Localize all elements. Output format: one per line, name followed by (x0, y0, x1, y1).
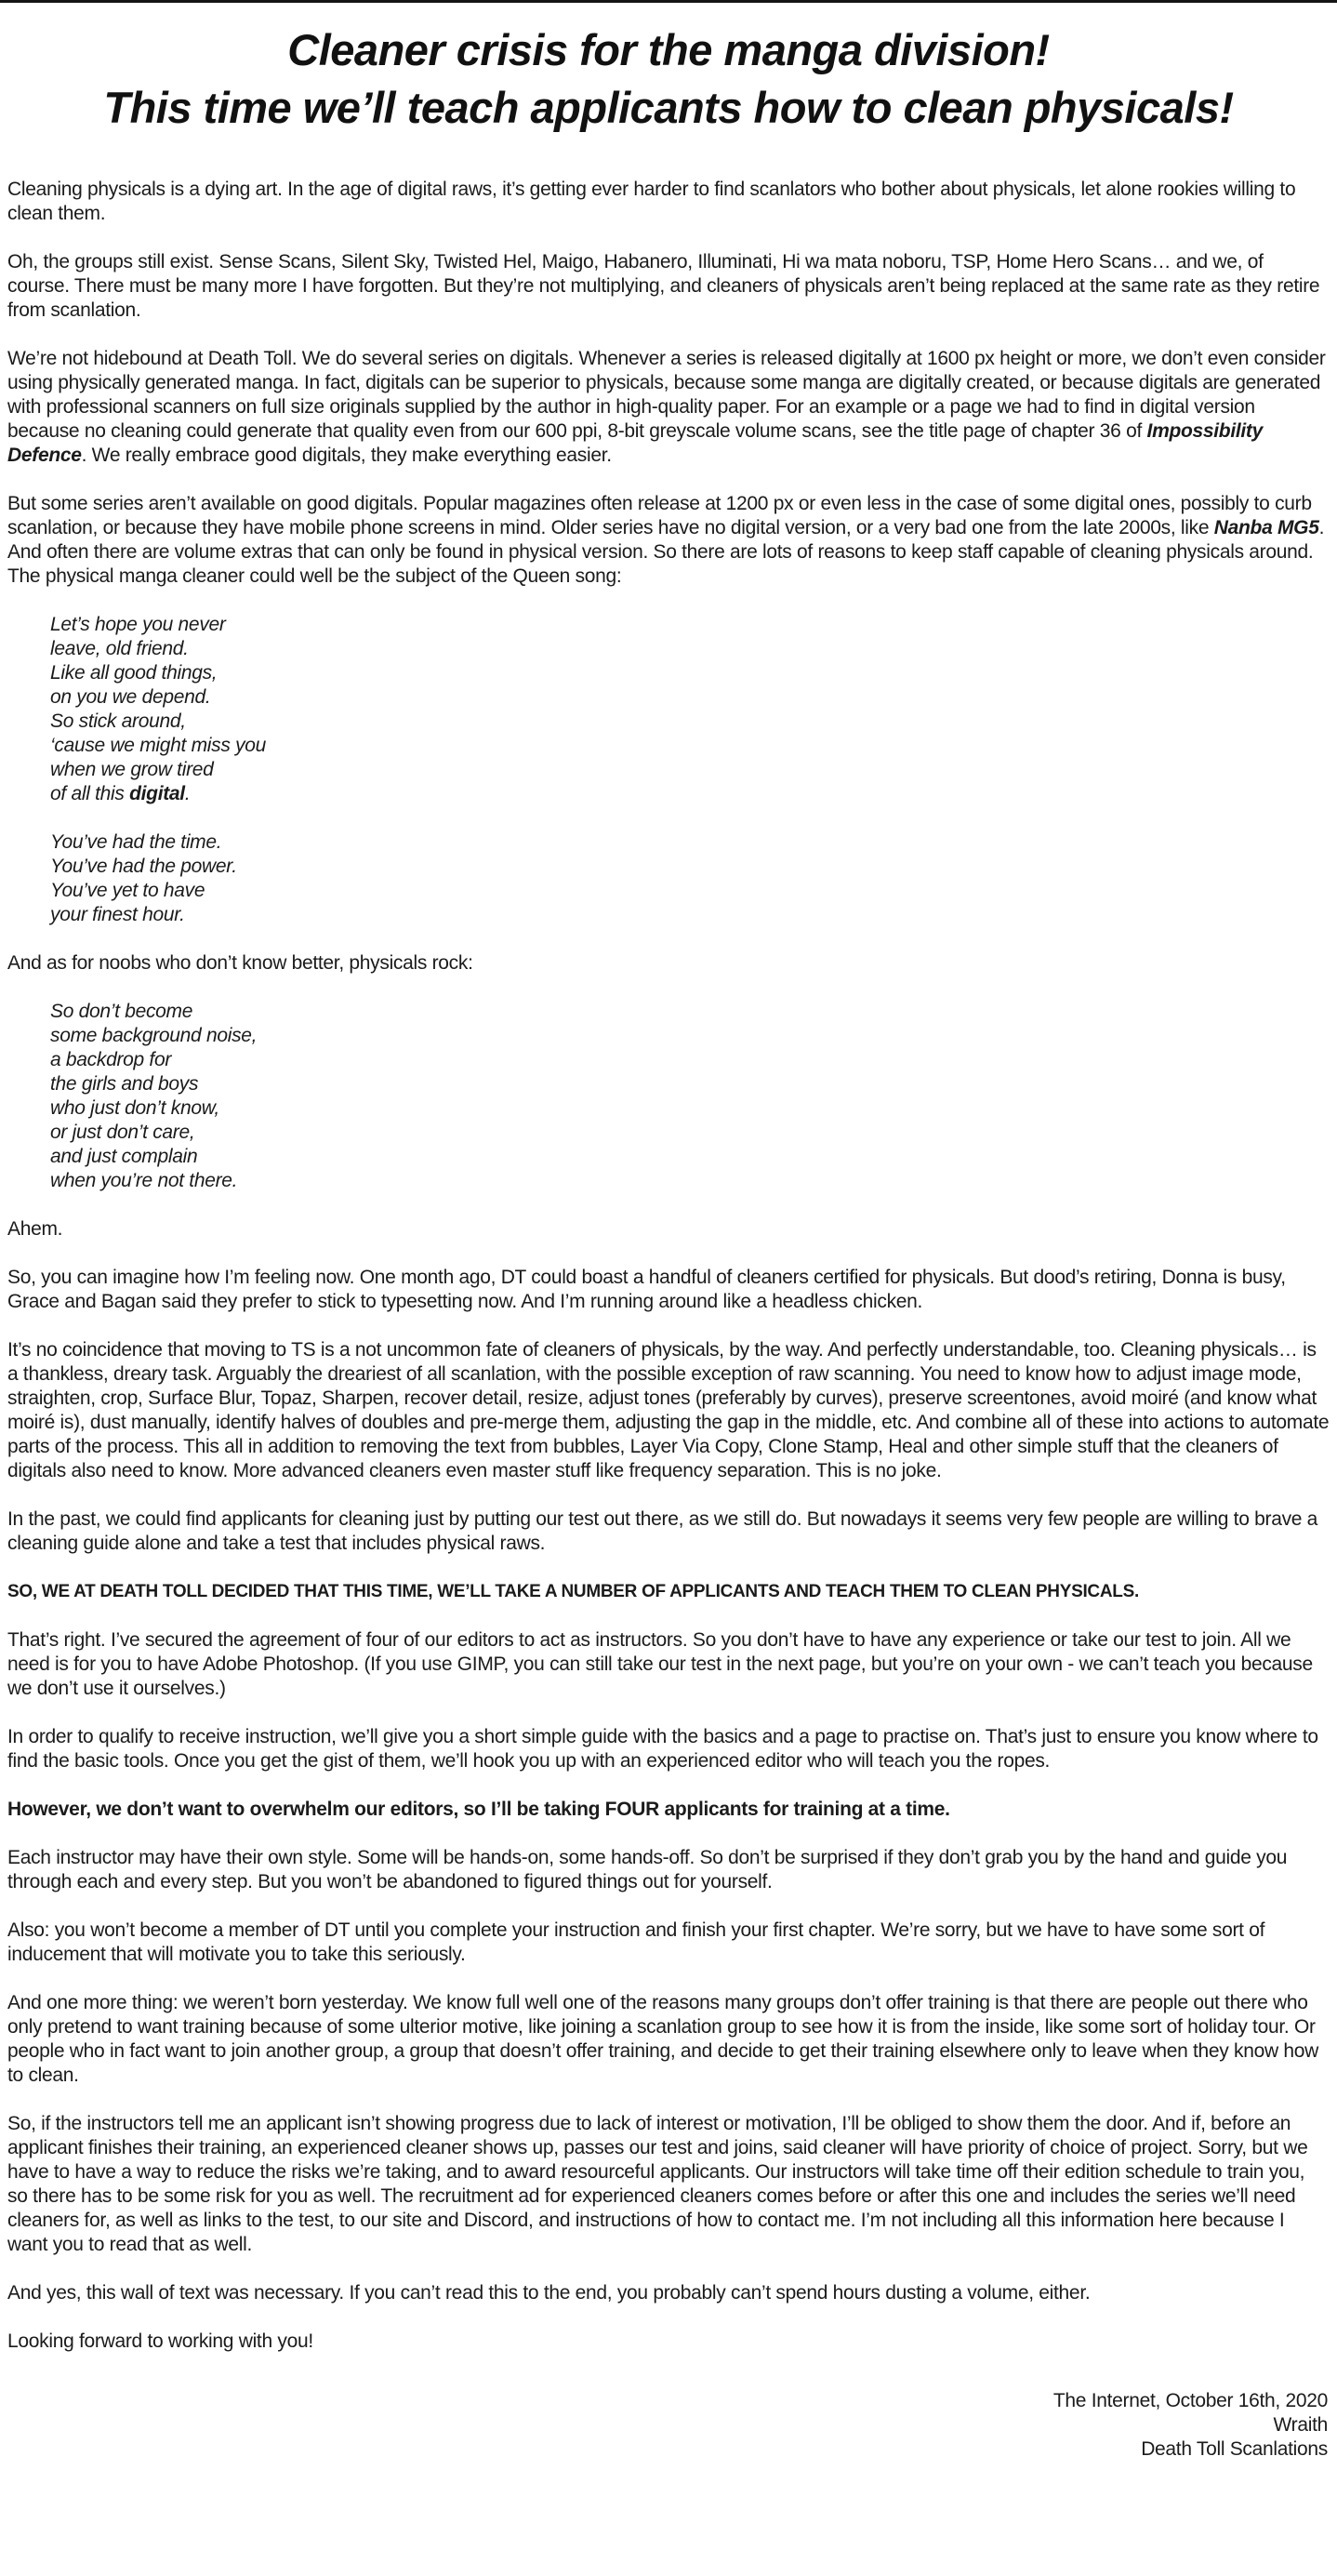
verse-line (50, 734, 1330, 758)
verse-line (50, 661, 1330, 685)
text-run: You’ve had the time. (50, 831, 222, 853)
paragraph (7, 347, 1330, 468)
verse-line (50, 1121, 1330, 1145)
text-run: That’s right. I’ve secured the agreement of four of our editors to act as instructors. So you don’t have to have any experience or take our test to join. All we need is for you to have Adobe Photoshop. (If you use GIMP, you can still take our test in the next page, but you’re on your own - we can’t teach you because we don’t use it ourselves.) (7, 1629, 1313, 1699)
paragraph (7, 1846, 1330, 1894)
paragraph (7, 1580, 1330, 1604)
text-run: of all this (50, 783, 130, 804)
verse-stanza (50, 830, 1330, 927)
text-run: Also: you won’t become a member of DT until you complete your instruction and finish your first chapter. We’re sorry, but we have to have some sort of inducement that will motivate you to take this seriously. (7, 1919, 1265, 1965)
text-run: And as for noobs who don’t know better, physicals rock: (7, 952, 473, 974)
document-body (7, 178, 1330, 2354)
text-run: Each instructor may have their own style. Some will be hands-on, some hands-off. So don’t be surprised if they don’t grab you by the hand and guide you through each and every step. But you won’t be abandoned to figured things out for yourself. (7, 1847, 1288, 1892)
signature-line: Death Toll Scanlations (1141, 2438, 1328, 2460)
text-run: So, you can imagine how I’m feeling now. One month ago, DT could boast a handful of cleaners certified for physicals. But dood’s retiring, Donna is busy, Grace and Bagan said they prefer to stick to typesetting now. And I’m running around like a headless chicken. (7, 1267, 1286, 1312)
text-run: SO, WE AT DEATH TOLL DECIDED THAT THIS TIME, WE’LL TAKE A NUMBER OF APPLICANTS AND TEACH THEM TO CLEAN PHYSICALS. (7, 1582, 1139, 1601)
text-run: Looking forward to working with you! (7, 2330, 313, 2352)
text-run: who just don’t know, (50, 1097, 219, 1119)
text-run: So don’t become (50, 1001, 193, 1022)
text-run: We’re not hidebound at Death Toll. We do several series on digitals. Whenever a series is released digitally at 1600 px height or more, we don’t even consider using physically generated manga. In fact, digitals can be superior to physicals, because some manga are digitally created, or because digitals are generated with professional scanners on full size originals supplied by the author in high-quality paper. For an example or a page we had to find in digital version because no cleaning could generate that quality even from our 600 ppi, 8-bit greyscale volume scans, see the title page of chapter 36 of (7, 348, 1326, 442)
paragraph (7, 492, 1330, 589)
text-run: In the past, we could find applicants for cleaning just by putting our test out there, as we still do. But nowadays it seems very few people are willing to brave a cleaning guide alone and take a test that includes physical raws. (7, 1508, 1318, 1554)
text-run: ‘cause we might miss you (50, 735, 267, 756)
paragraph (7, 1217, 1330, 1242)
text-run: or just don’t care, (50, 1122, 195, 1143)
verse-line (50, 637, 1330, 661)
text-run: . And often there are volume extras that can only be found in physical version. So there are lots of reasons to keep staff capable of cleaning physicals around. The physical manga cleaner could well be the subject of the Queen song: (7, 517, 1325, 587)
text-run: on you we depend. (50, 686, 211, 708)
verse-line (50, 685, 1330, 710)
signature-line: Wraith (1273, 2414, 1328, 2436)
paragraph (7, 1507, 1330, 1556)
paragraph (7, 1338, 1330, 1483)
paragraph (7, 1991, 1330, 2088)
text-run: Ahem. (7, 1218, 63, 1240)
verse-line (50, 1096, 1330, 1121)
text-run: Cleaning physicals is a dying art. In the age of digital raws, it’s getting ever harder to find scanlators who bother about physicals, let alone rookies willing to clean them. (7, 179, 1296, 224)
verse-line (50, 1169, 1330, 1193)
verse-stanza (50, 613, 1330, 806)
paragraph (7, 1628, 1330, 1701)
verse-line (50, 1048, 1330, 1072)
text-run: It’s no coincidence that moving to TS is a not uncommon fate of cleaners of physicals, by the way. And perfectly understandable, too. Cleaning physicals… is a thankless, dreary task. Arguably the dreariest of all scanlation, with the possible exception of raw scanning. You need to know how to adjust image mode, straighten, crop, Surface Blur, Topaz, Sharpen, recover detail, resize, adjust tones (preferably by curves), preserve screentones, avoid moiré (and know what moiré is), dust manually, identify halves of doubles and pre-merge them, adjusting the gap in the middle, etc. And combine all of these into actions to automate parts of the process. This all in addition to removing the text from bubbles, Layer Via Copy, Clone Stamp, Heal and other simple stuff that the cleaners of digitals also need to know. More advanced cleaners even master stuff like frequency separation. This is no joke. (7, 1339, 1330, 1481)
verse-line (50, 879, 1330, 903)
verse-line (50, 1000, 1330, 1024)
text-run: leave, old friend. (50, 638, 189, 659)
text-run: when you’re not there. (50, 1170, 238, 1191)
text-run: So stick around, (50, 710, 186, 732)
paragraph (7, 250, 1330, 323)
text-run: Like all good things, (50, 662, 218, 684)
paragraph (7, 1919, 1330, 1967)
paragraph (7, 178, 1330, 226)
verse-line (50, 1145, 1330, 1169)
paragraph (7, 1266, 1330, 1314)
text-run: your finest hour. (50, 904, 185, 925)
verse-line (50, 758, 1330, 782)
verse-line (50, 903, 1330, 927)
text-run: and just complain (50, 1146, 198, 1167)
text-run: when we grow tired (50, 759, 214, 780)
text-run: But some series aren’t available on good digitals. Popular magazines often release at 1200 px or even less in the case of some digital ones, possibly to curb scanlation, or because they have mobile phone screens in mind. Older series have no digital version, or a very bad one from the late 2000s, like (7, 493, 1312, 538)
signature-line: The Internet, October 16th, 2020 (1052, 2390, 1328, 2411)
text-run: some background noise, (50, 1025, 258, 1046)
title-line-2: This time we’ll teach applicants how to clean physicals! (103, 83, 1234, 132)
text-run: the girls and boys (50, 1073, 199, 1095)
text-run: You’ve yet to have (50, 880, 205, 901)
text-run: Impossibility Defence (7, 420, 1263, 466)
text-run: . (184, 783, 191, 804)
text-run: So, if the instructors tell me an applicant isn’t showing progress due to lack of interest or motivation, I’ll be obliged to show them the door. And if, before an applicant finishes their training, an experienced cleaner shows up, passes our test and joins, said cleaner will have priority of choice of project. Sorry, but we have to have a way to reduce the risks we’re taking, and to award resourceful applicants. Our instructors will take time off their edition schedule to train you, so there has to be some risk for you as well. The recruitment ad for experienced cleaners comes before or after this one and includes the series we’ll need cleaners for, as well as links to the test, to our site and Discord, and instructions of how to contact me. I’m not including all this information here because I want you to read that as well. (7, 2113, 1308, 2255)
text-run: Nanba MG5 (1213, 517, 1319, 538)
verse-line (50, 855, 1330, 879)
verse-line (50, 1072, 1330, 1096)
document-title (7, 21, 1330, 137)
verse-line (50, 830, 1330, 855)
title-line-1: Cleaner crisis for the manga division! (287, 25, 1050, 74)
text-run: Let’s hope you never (50, 614, 226, 635)
text-run: And one more thing: we weren’t born yesterday. We know full well one of the reasons many groups don’t offer training is that there are people out there who only pretend to want training because of some ulterior motive, like joining a scanlation group to see how it is from the inside, like some sort of holiday tour. Or people who in fact want to join another group, a group that doesn’t offer training, and decide to get their training elsewhere only to leave when they know how to clean. (7, 1992, 1319, 2086)
text-run: Oh, the groups still exist. Sense Scans, Silent Sky, Twisted Hel, Maigo, Habanero, Illuminati, Hi wa mata noboru, TSP, Home Hero Scans… and we, of course. There must be many more I have forgotten. But they’re not multiplying, and cleaners of physicals aren’t being replaced at the same rate as they retire from scanlation. (7, 251, 1320, 321)
verse-line (50, 1024, 1330, 1048)
verse-line (50, 613, 1330, 637)
text-run: digital (129, 783, 185, 804)
text-run: And yes, this wall of text was necessary. If you can’t read this to the end, you probably can’t spend hours dusting a volume, either. (7, 2282, 1091, 2304)
paragraph (7, 2281, 1330, 2305)
text-run: . We really embrace good digitals, they make everything easier. (81, 445, 612, 466)
signature-block (7, 2389, 1330, 2462)
text-run: a backdrop for (50, 1049, 172, 1070)
paragraph (7, 2112, 1330, 2257)
verse-stanza (50, 1000, 1330, 1193)
verse-line (50, 710, 1330, 734)
text-run: However, we don’t want to overwhelm our editors, so I’ll be taking FOUR applicants for training at a time. (7, 1799, 950, 1820)
verse-line (50, 782, 1330, 806)
text-run: In order to qualify to receive instruction, we’ll give you a short simple guide with the basics and a page to practise on. That’s just to ensure you know where to find the basic tools. Once you get the gist of them, we’ll hook you up with an experienced editor who will teach you the ropes. (7, 1726, 1318, 1772)
paragraph (7, 951, 1330, 976)
paragraph (7, 2330, 1330, 2354)
paragraph (7, 1725, 1330, 1773)
text-run: You’ve had the power. (50, 856, 237, 877)
paragraph (7, 1798, 1330, 1822)
